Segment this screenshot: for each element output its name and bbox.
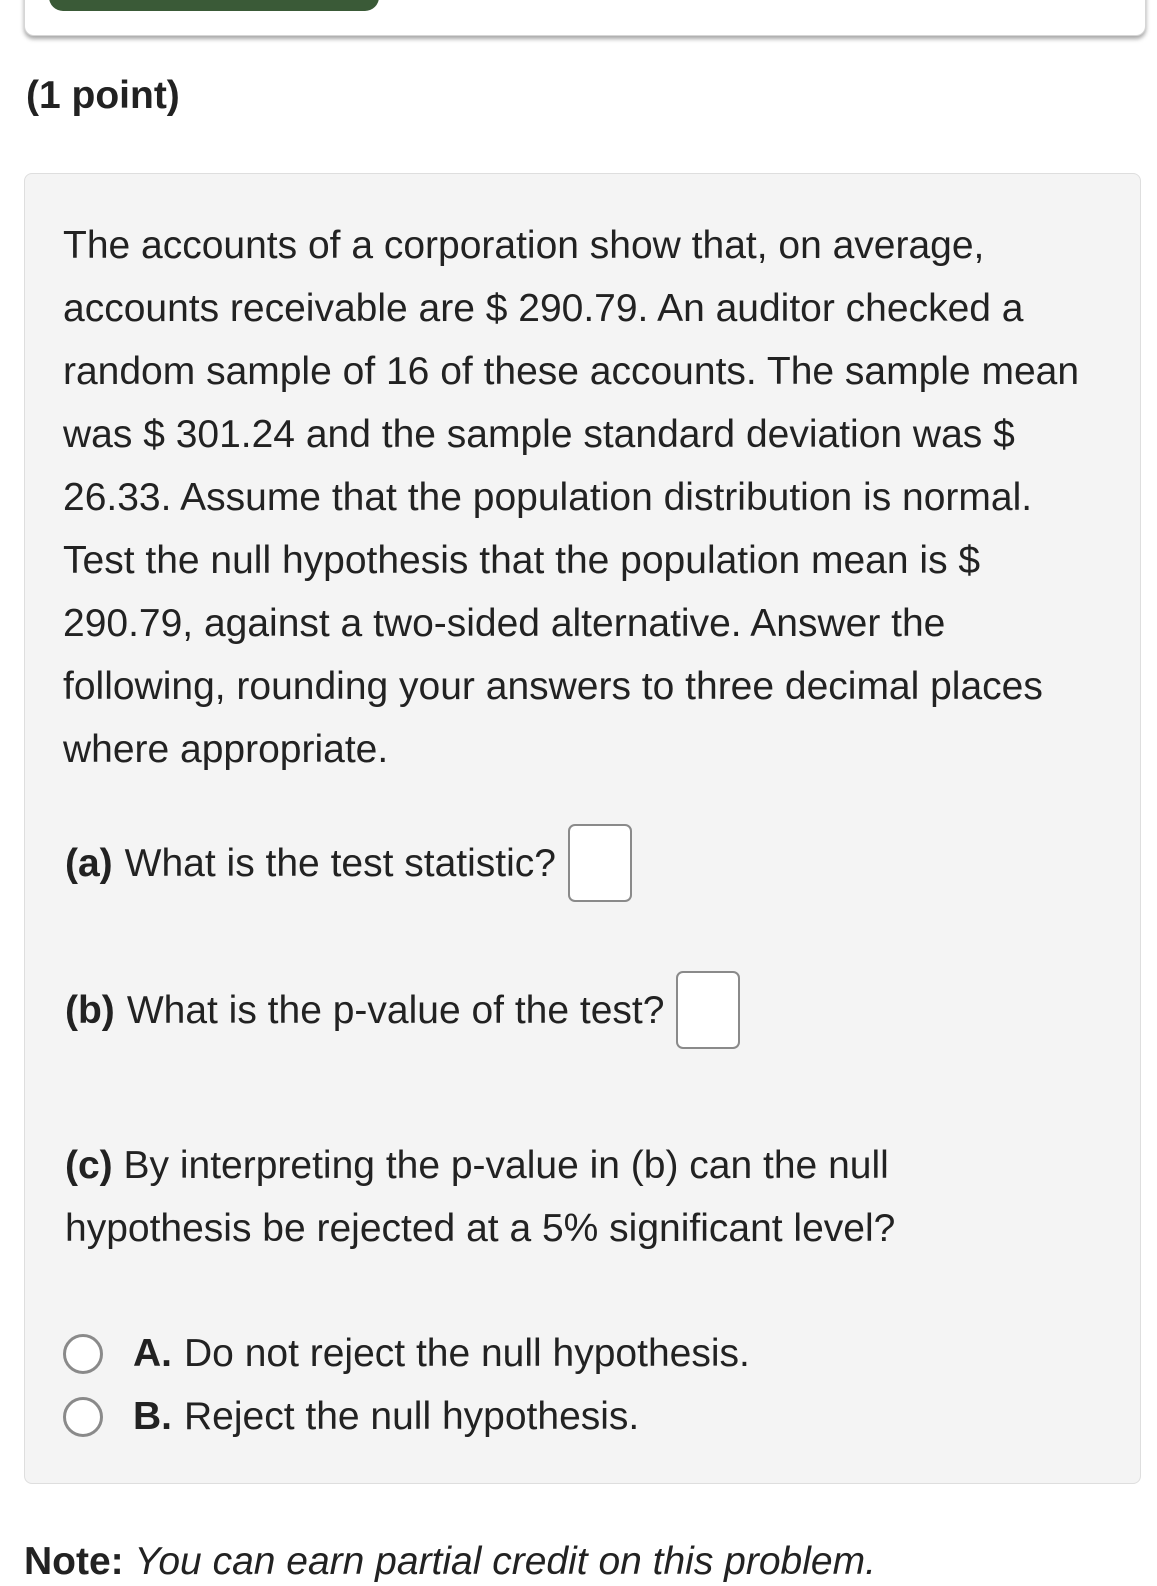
option-a-radio[interactable] [63,1334,103,1374]
part-c-question [65,1134,1065,1260]
partial-credit-note [24,1538,876,1586]
part-c-text: By interpreting the p-value in (b) can the null hypothesis be rejected at a 5% significant level? [65,1144,896,1250]
option-a-letter: A. [133,1332,172,1375]
part-a-text: What is the test statistic? [124,841,556,885]
part-c-label: (c) [65,1144,113,1187]
problem-statement: The accounts of a corporation show that, on average, accounts receivable are $ 290.79. An auditor checked a random sample of 16 of these accounts. The sample mean was $ 301.24 and the sample standard deviation was $ 26.33. Assume that the population distribution is normal. Test the null hypothesis that the population mean is $ 290.79, against a two-sided alternative. Answer the following, rounding your answers to three decimal places where appropriate. [63,224,1080,771]
part-a-question [65,824,632,902]
test-statistic-input[interactable] [568,824,632,902]
point-value: (1 point) [26,74,180,117]
part-a-label: (a) [65,841,113,885]
option-b-radio[interactable] [63,1397,103,1437]
option-b-text: Reject the null hypothesis. [184,1395,640,1438]
part-b-text: What is the p-value of the test? [126,988,665,1032]
note-label: Note: [24,1540,124,1583]
p-value-input[interactable] [676,971,740,1049]
part-b-question [65,971,740,1049]
part-b-label: (b) [65,988,115,1032]
option-a-text: Do not reject the null hypothesis. [184,1332,750,1375]
problem-panel [24,173,1141,1484]
previous-card [24,0,1146,36]
option-b[interactable] [63,1392,639,1442]
note-text: You can earn partial credit on this problem. [134,1540,876,1583]
option-a[interactable] [63,1329,750,1379]
option-b-letter: B. [133,1395,172,1438]
submit-button[interactable] [49,0,379,11]
